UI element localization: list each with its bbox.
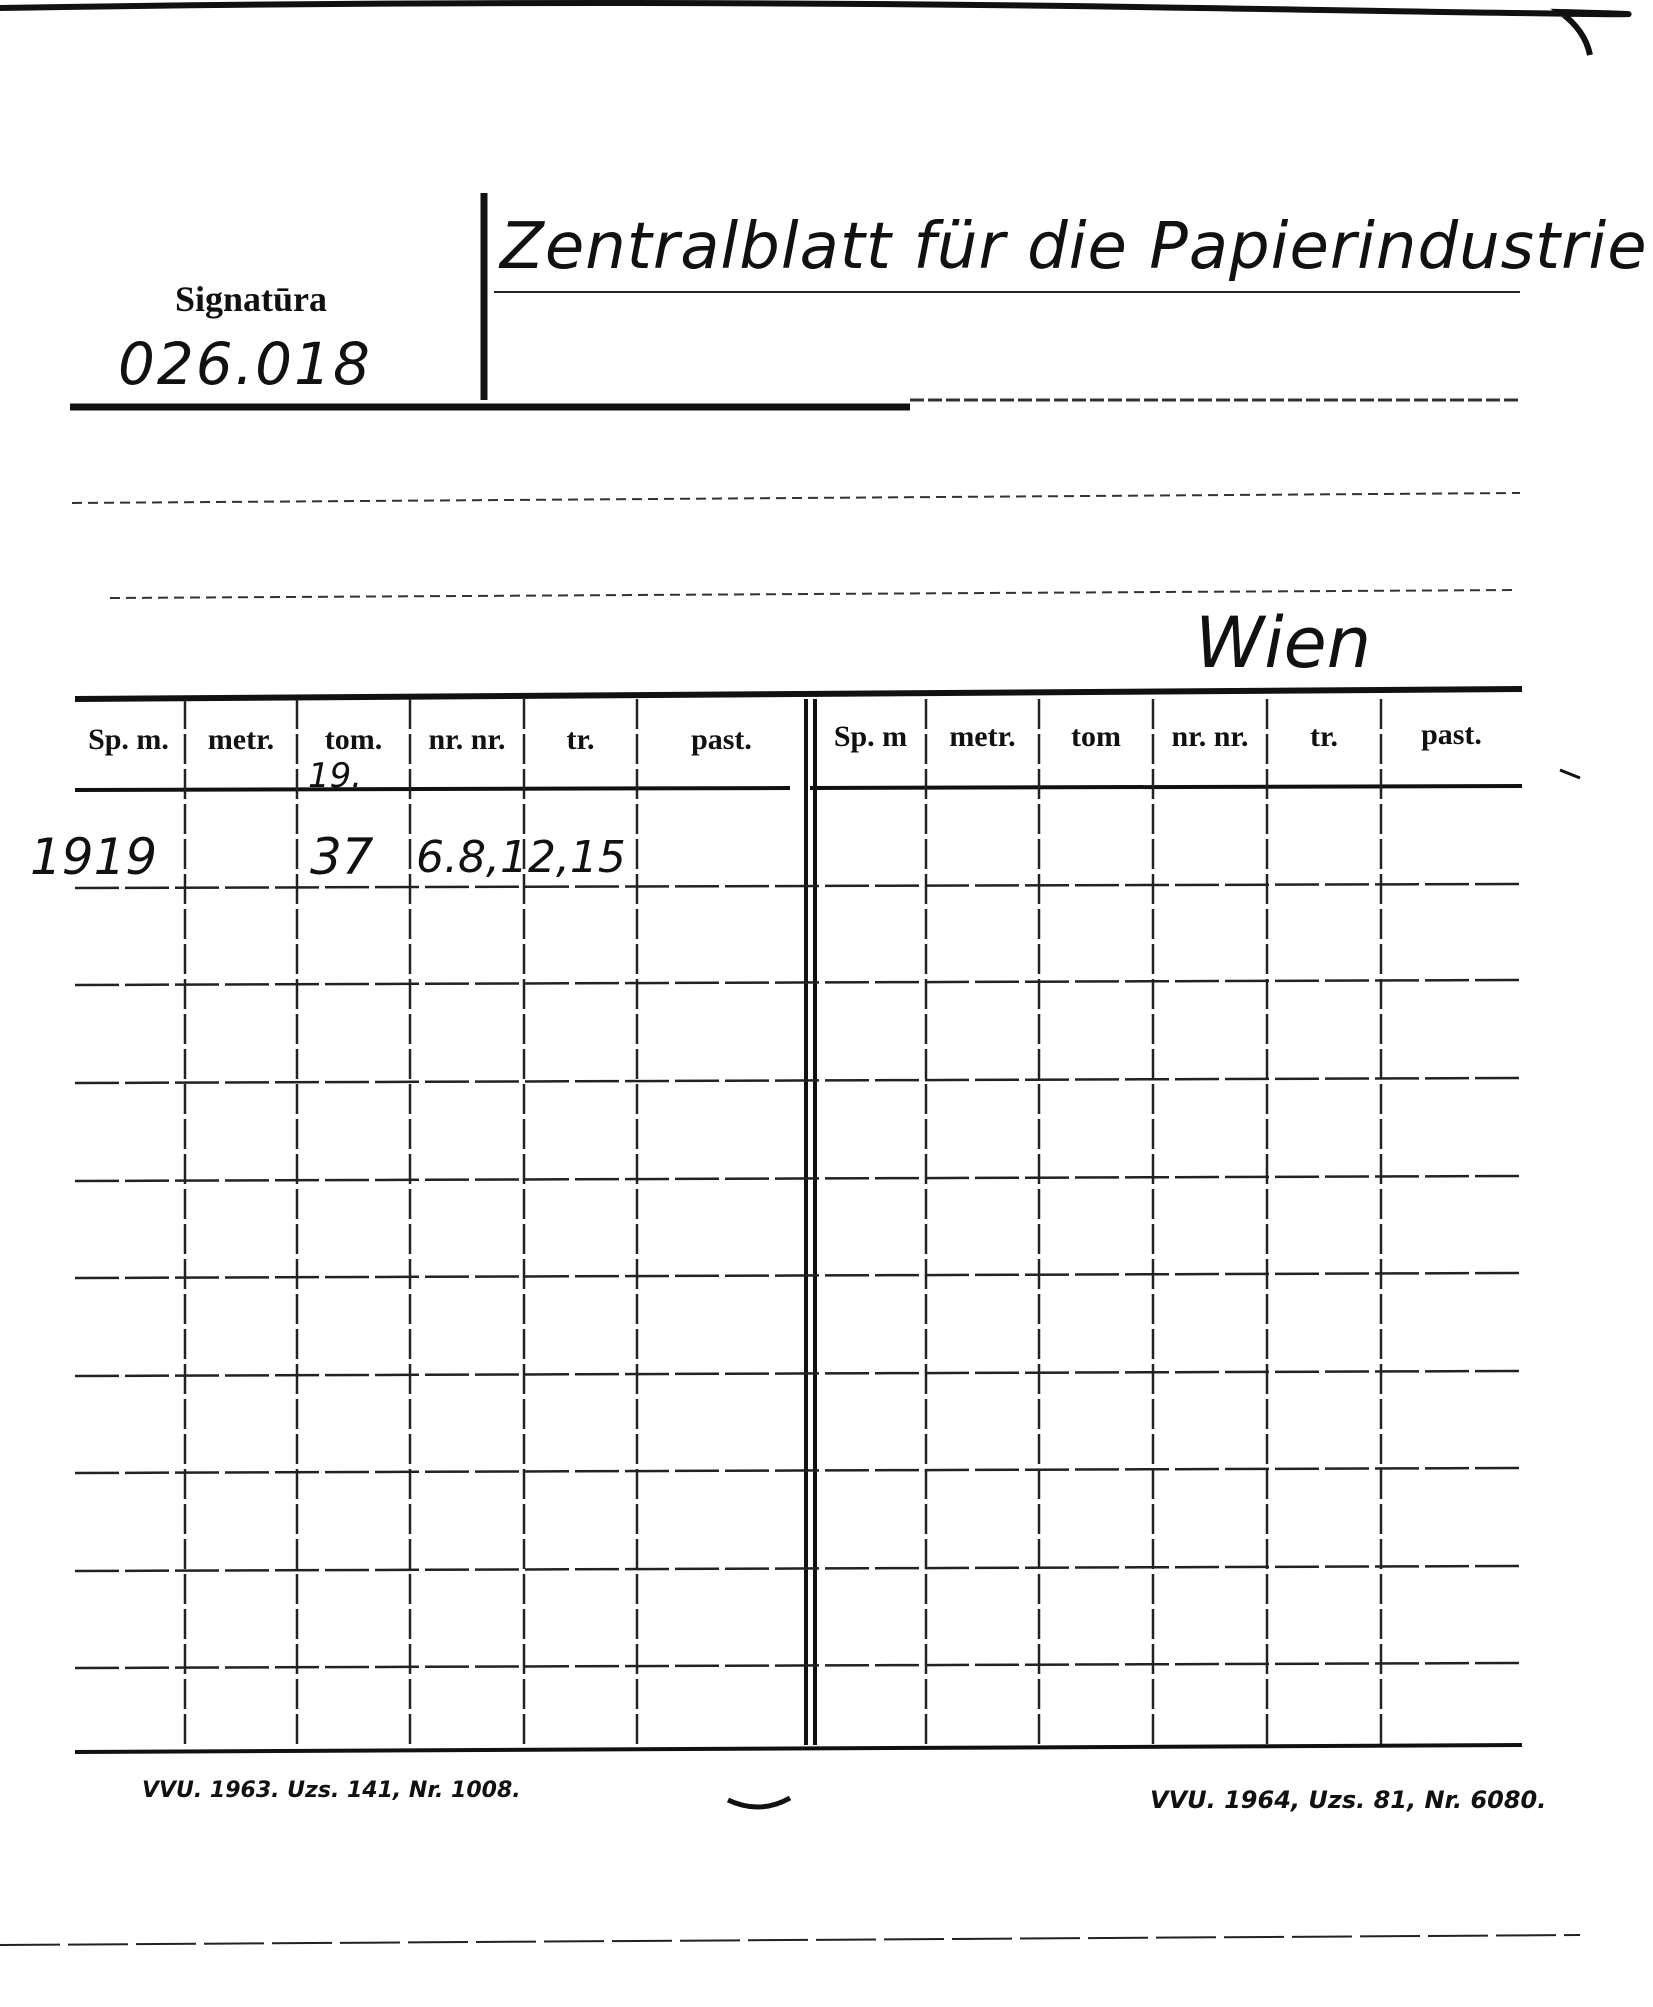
smudge-mark xyxy=(728,1798,790,1807)
row-line-9 xyxy=(75,1663,1522,1668)
row-line-2 xyxy=(75,980,1522,985)
row-line-7 xyxy=(75,1468,1522,1473)
tom-overwrite: 19. xyxy=(308,756,363,796)
row-line-3 xyxy=(75,1078,1522,1083)
col-header-tr-right: tr. xyxy=(1309,720,1339,753)
row-line-1 xyxy=(75,884,1522,888)
blank-line-2 xyxy=(110,590,1515,598)
row-line-6 xyxy=(75,1371,1522,1376)
row-line-5 xyxy=(75,1273,1522,1278)
table-header-rule-right xyxy=(810,786,1522,788)
row-1-sp-m: 1919 xyxy=(30,828,158,886)
col-header-tom-left: tom. xyxy=(324,723,383,756)
table-header-rule-left xyxy=(75,788,790,790)
col-header-nr-nr-right: nr. nr. xyxy=(1171,720,1249,753)
row-lines xyxy=(75,884,1522,1668)
blank-line-1 xyxy=(72,493,1520,503)
col-header-tom-right: tom xyxy=(1071,720,1121,753)
col-header-sp-m-right: Sp. m xyxy=(833,720,908,753)
footer-rule xyxy=(0,1935,1580,1945)
publication-city: Wien xyxy=(1195,602,1372,684)
row-line-8 xyxy=(75,1566,1522,1571)
table-bottom-rule xyxy=(75,1745,1522,1752)
edge-mark xyxy=(1560,770,1580,778)
top-edge-rule xyxy=(0,3,1629,55)
table-top-rule xyxy=(75,689,1522,699)
row-1-nr-nr: 6.8,12,15 xyxy=(416,832,626,883)
signatura-number: 026.018 xyxy=(118,330,372,398)
col-header-sp-m-left: Sp. m. xyxy=(88,723,169,756)
footer-note-right: VVU. 1964, Uzs. 81, Nr. 6080. xyxy=(1150,1786,1547,1814)
col-header-metr-left: metr. xyxy=(207,723,275,756)
row-1-tom: 37 xyxy=(310,828,374,886)
col-header-metr-right: metr. xyxy=(949,720,1016,753)
row-line-4 xyxy=(75,1176,1522,1181)
col-header-past-left: past. xyxy=(691,723,752,756)
periodical-title: Zentralblatt für die Papierindustrie xyxy=(500,210,1648,284)
footer-note-left: VVU. 1963. Uzs. 141, Nr. 1008. xyxy=(142,1778,521,1803)
col-header-tr-left: tr. xyxy=(566,723,595,756)
signatura-label: Signatūra xyxy=(175,279,328,319)
col-header-nr-nr-left: nr. nr. xyxy=(428,723,506,756)
col-header-past-right: past. xyxy=(1421,718,1482,751)
